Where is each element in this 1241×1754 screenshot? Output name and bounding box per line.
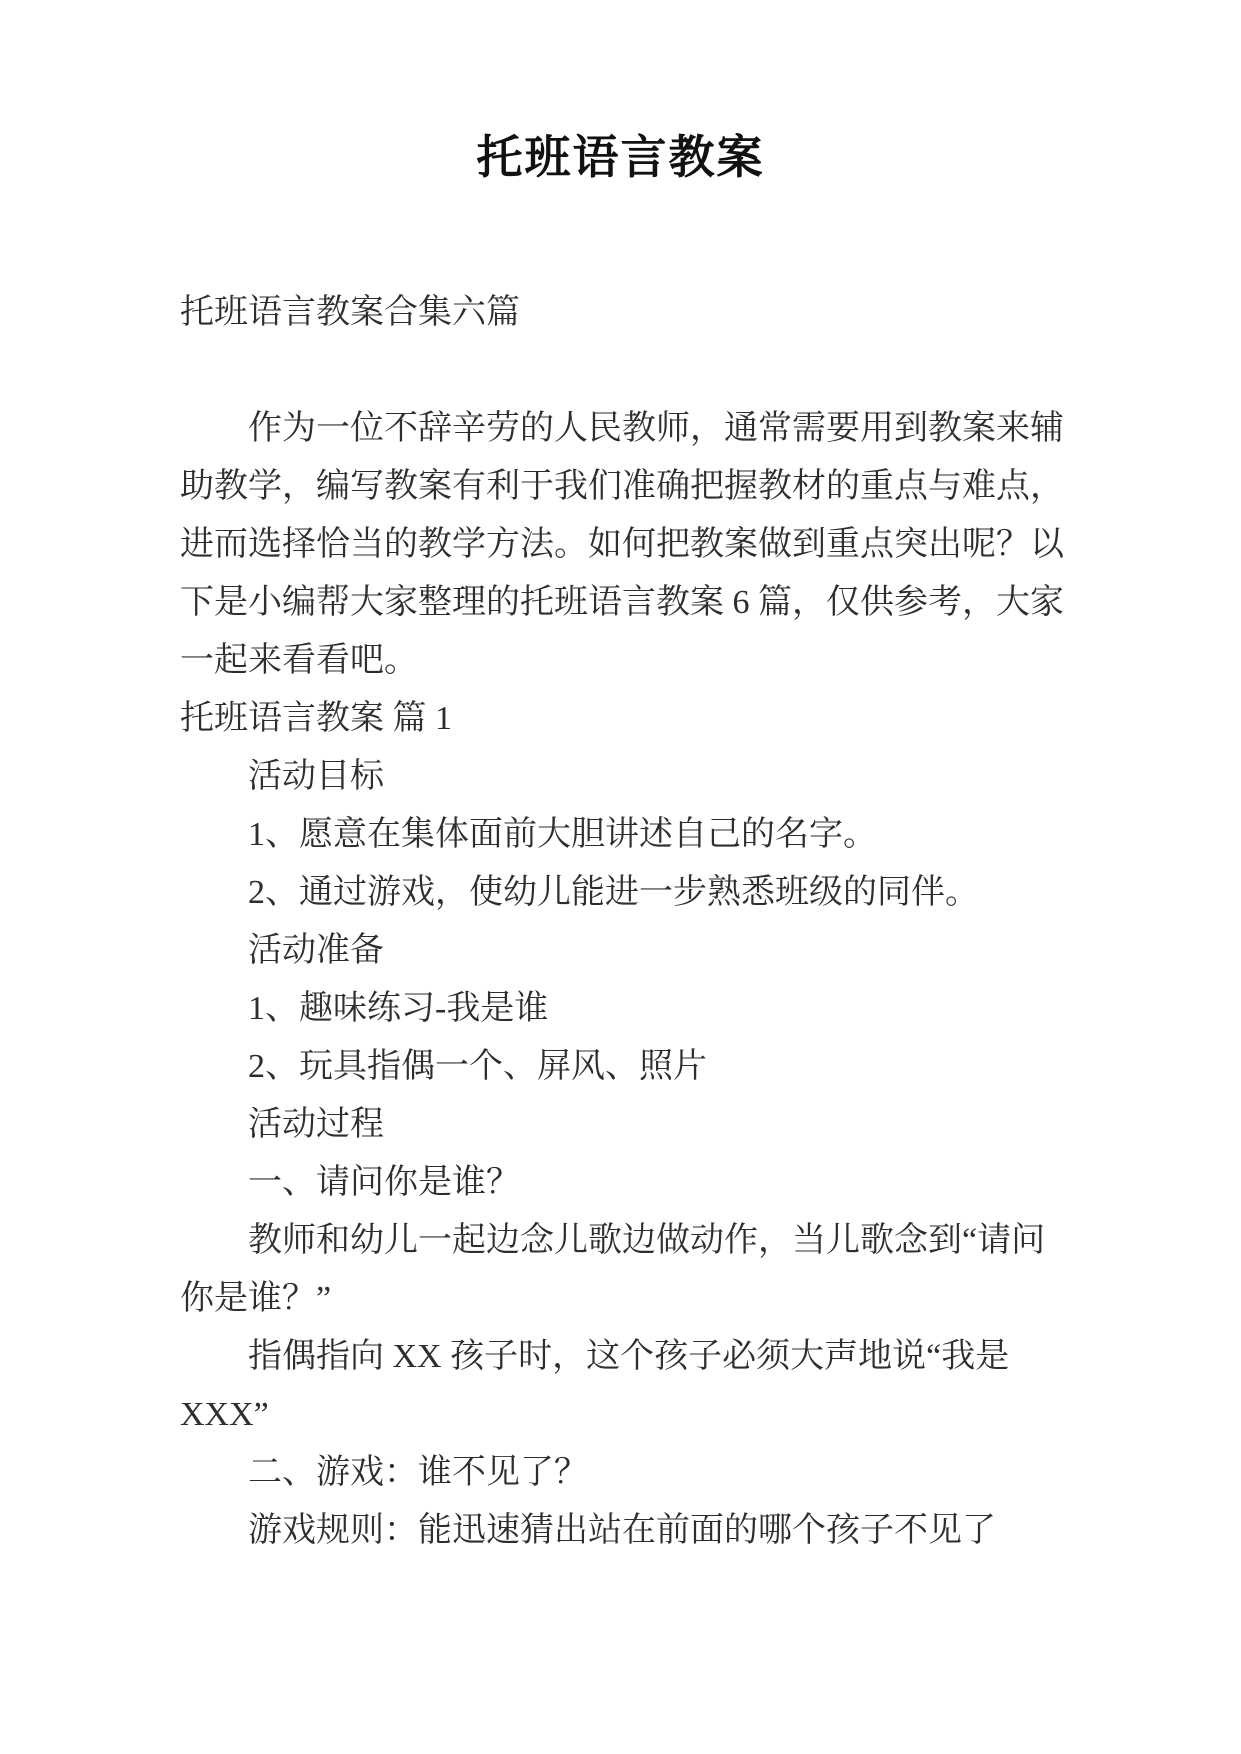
text-line: 教师和幼儿一起边念儿歌边做动作，当儿歌念到“请问 [248, 1222, 1046, 1259]
text-line: 你是谁？” [180, 1280, 332, 1317]
blank-line [180, 342, 1064, 400]
text-line: 活动准备 [248, 932, 384, 969]
text-line: 1、趣味练习-我是谁 [248, 990, 549, 1027]
text-line: 指偶指向 XX 孩子时，这个孩子必须大声地说“我是 [248, 1338, 1010, 1375]
text-line: 托班语言教案合集六篇 [180, 294, 520, 331]
text-line: 活动过程 [248, 1106, 384, 1143]
text-line: 2、通过游戏，使幼儿能进一步熟悉班级的同伴。 [248, 874, 979, 911]
document-title: 托班语言教案 [476, 132, 765, 183]
text-line: 2、玩具指偶一个、屏风、照片 [248, 1048, 707, 1085]
text-line: 一、请问你是谁？ [248, 1164, 520, 1201]
text-line: 下是小编帮大家整理的托班语言教案 6 篇，仅供参考，大家 [180, 584, 1064, 621]
text-line: 作为一位不辞辛劳的人民教师，通常需要用到教案来辅 [248, 410, 1064, 447]
text-line: 游戏规则：能迅速猜出站在前面的哪个孩子不见了 [248, 1512, 996, 1549]
text-line: 进而选择恰当的教学方法。如何把教案做到重点突出呢？以 [180, 526, 1064, 563]
text-line: XXX” [180, 1396, 269, 1433]
text-line: 活动目标 [248, 758, 384, 795]
text-line: 助教学，编写教案有利于我们准确把握教材的重点与难点， [180, 468, 1064, 505]
text-line: 托班语言教案 篇 1 [180, 700, 452, 737]
text-line: 二、游戏：谁不见了？ [248, 1454, 588, 1491]
text-line: 一起来看看吧。 [180, 642, 418, 679]
document-body [180, 284, 1064, 1560]
text-line: 1、愿意在集体面前大胆讲述自己的名字。 [248, 816, 877, 853]
